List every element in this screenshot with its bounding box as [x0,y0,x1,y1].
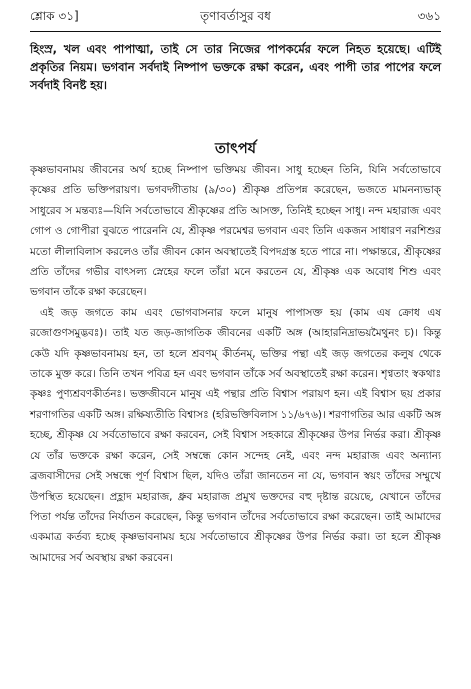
header-divider [30,31,441,32]
running-header [30,8,441,28]
purport-paragraph: কৃষ্ণভাবনাময় জীবনের অর্থ হচ্ছে নিষ্পাপ ভক্তিময় জীবন। সাধু হচ্ছেন তিনি, যিনি সর্বতোভাবে কৃষ্ণের প্রতি ভক্তিপরায়ণ। ভগবদ্গীতায় (৯/৩০) শ্রীকৃষ্ণ প্রতিপন্ন করেছেন, ভজতে মামনন্যভাক্ সাধুরেব স মন্তব্যঃ—যিনি সর্বতোভাবে শ্রীকৃষ্ণের প্রতি আসক্ত, তিনিই হচ্ছেন সাধু। নন্দ মহারাজ এবং গোপ ও গোপীরা বুঝতে পারেননি যে, শ্রীকৃষ্ণ পরমেশ্বর ভগবান এবং তিনি একজন সাধারণ নরশিশুর মতো লীলাবিলাস করলেও তাঁর জীবন কোন অবস্থাতেই বিপদগ্রস্ত হতে পারে না। পক্ষান্তরে, শ্রীকৃষ্ণের প্রতি তাঁদের গভীর বাৎসল্য স্নেহের ফলে তাঁরা মনে করতেন যে, শ্রীকৃষ্ণ এক অবোধ শিশু এবং ভগবান তাঁকে রক্ষা করেছেন। [30,164,441,299]
purport-heading: তাৎপর্য [214,141,257,157]
purport-body [30,160,441,568]
page-number: ৩৬১ [417,9,441,23]
purport-paragraph: এই জড় জগতে কাম এবং ভোগবাসনার ফলে মানুষ পাপাসক্ত হয় (কাম এষ ক্রোধ এষ রজোগুণসমুদ্ভবঃ)। তাই যত জড়-জাগতিক জীবনের একটি অঙ্গ (আহারনিদ্রাভয়মৈথুনং চ)। কিন্তু কেউ যদি কৃষ্ণভাবনাময় হন, তা হলে শ্রবণম্ কীর্তনম্, ভক্তির পন্থা এই জড় জগতের কলুষ থেকে তাকে মুক্ত করে। তিনি তখন পবিত্র হন এবং ভগবান তাঁকে সর্ব অবস্থাতেই রক্ষা করেন। শৃণ্বতাং স্বকথাঃ কৃষ্ণঃ পুণ্যশ্রবণকীর্তনঃ। ভক্তজীবনে মানুষ এই পন্থার প্রতি বিশ্বাস পরায়ণ হন। এই বিশ্বাস ছয় প্রকার শরণাগতির একটি অঙ্গ। রক্ষিষ্যতীতি বিশ্বাসঃ (হরিভক্তিবিলাস ১১/৬৭৬)। শরণাগতির আর একটি অঙ্গ হচ্ছে, শ্রীকৃষ্ণ যে সর্বতোভাবে রক্ষা করবেন, সেই বিশ্বাস সহকারে শ্রীকৃষ্ণের উপর নির্ভর করা। শ্রীকৃষ্ণ যে তাঁর ভক্তকে রক্ষা করেন, সেই সম্বন্ধে কোন সন্দেহ নেই, এবং নন্দ মহারাজ এবং অন্যান্য ব্রজবাসীদের সেই সম্বন্ধে পূর্ণ বিশ্বাস ছিল, যদিও তাঁরা জানতেন না যে, ভগবান স্বয়ং তাঁদের সম্মুখে উপস্থিত হয়েছেন। প্রহ্লাদ মহারাজ, ধ্রুব মহারাজ প্রমুখ ভক্তদের বহু দৃষ্টান্ত রয়েছে, যেখানে তাঁদের পিতা পর্যন্ত তাঁদের নির্যাতন করেছেন, কিন্তু ভগবান তাঁদের সর্বতোভাবে রক্ষা করেছেন। তাই আমাদের একমাত্র কর্তব্য হচ্ছে কৃষ্ণভাবনাময় হয়ে সর্বতোভাবে শ্রীকৃষ্ণের উপর নির্ভর করা। তা হলে শ্রীকৃষ্ণ আমাদের সর্ব অবস্থায় রক্ষা করবেন। [30,306,441,564]
verse-reference: শ্লোক ৩১] [30,9,79,23]
verse-translation: হিংস্র, খল এবং পাপাত্মা, তাই সে তার নিজের পাপকর্মের ফলে নিহত হয়েছে। এটিই প্রকৃতির নিয়ম। ভগবান সর্বদাই নিষ্পাপ ভক্তকে রক্ষা করেন, এবং পাপী তার পাপের ফলে সর্বদাই বিনষ্ট হয়। [30,42,441,92]
chapter-title: তৃণাবর্তাসুর বধ [200,9,271,23]
